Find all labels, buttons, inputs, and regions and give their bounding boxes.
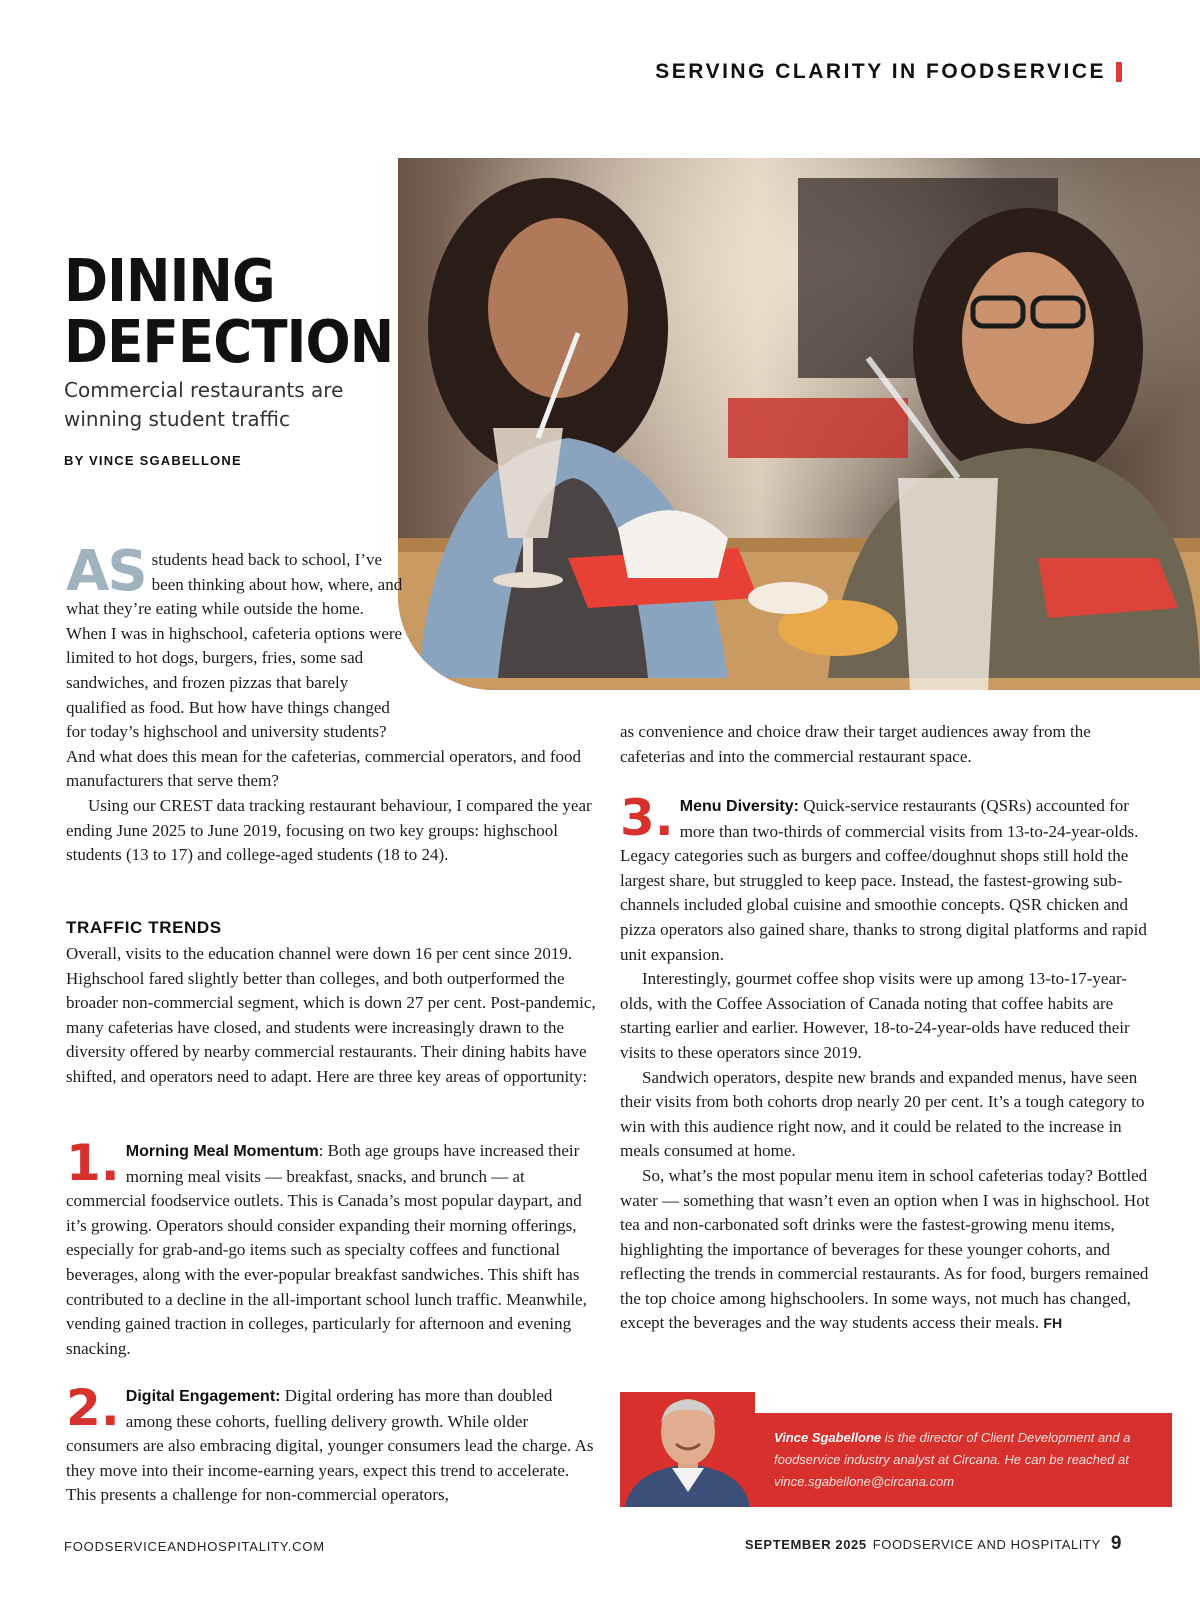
- item-number-3-digit: 3: [620, 789, 655, 847]
- item-number-2: 2.: [66, 1379, 120, 1437]
- author-portrait: [620, 1392, 755, 1507]
- traffic-text: [66, 942, 596, 1090]
- footer-date: SEPTEMBER 2025: [744, 1537, 867, 1552]
- running-head-bar: [1116, 62, 1122, 82]
- photo-wrap-spacer: [406, 548, 596, 724]
- author-name: Vince Sgabellone: [774, 1430, 882, 1445]
- author-bio-box: [620, 1413, 1172, 1507]
- footer-website: FOODSERVICEANDHOSPITALITY.COM: [64, 1539, 325, 1554]
- opportunity-item-1: [66, 1134, 596, 1361]
- author-bio-description: is the director of Client Development and a foodservice industry analyst at Circana. He can be reached at vince.sgabellone@circana.com: [774, 1430, 1131, 1489]
- item-number-1-digit: 1: [66, 1134, 101, 1192]
- headline-line-2: DEFECTION: [64, 307, 394, 376]
- final-paragraph: So, what’s the most popular menu item in school cafeterias today? Bottled water — something that wasn’t even an option when I was in highschool. Hot tea and non-carbonated soft drinks were the fastest-growing menu items, highlighting the importance of beverages for these younger cohorts, and reflecting the trends in commercial restaurants. As for food, burgers remained the top choice among highschoolers. In some ways, not much has changed, except the beverages and the way students access their meals.: [620, 1165, 1150, 1333]
- item-heading-2: Digital Engagement:: [125, 1388, 281, 1405]
- intro-paragraph-1: students head back to school, I’ve been thinking about how, where, and what they’re eating while outside the home. When I was in highschool, cafeteria options were limited to hot dogs, burgers, fries, some sad sandwiches, and frozen pizzas that barely qualified as food. But how have things changed for today’s highschool and university students? And what does this mean for the cafeterias, commercial operators, and food manufacturers that serve them?: [66, 550, 582, 791]
- item-number-1: 1.: [66, 1134, 120, 1192]
- intro-text: [66, 539, 596, 868]
- opportunity-item-2: [66, 1379, 596, 1508]
- dropcap: AS: [66, 539, 146, 604]
- running-head-text: SERVING CLARITY IN FOODSERVICE: [655, 60, 1106, 83]
- column-2-continuation: as convenience and choice draw their target audiences away from the cafeterias and into the commercial restaurant space.: [620, 722, 1091, 766]
- traffic-paragraph: Overall, visits to the education channel were down 16 per cent since 2019. Highschool fared slightly better than colleges, and both outperformed the broader non-commercial segment, which is down 27 per cent. Post-pandemic, many cafeterias have closed, and students were increasingly drawn to the diversity offered by nearby commercial restaurants. Their dining habits have shifted, and operators need to adapt. Here are three key areas of opportunity:: [66, 944, 596, 1086]
- opportunity-item-3: [620, 789, 1150, 1336]
- footer-publication: FOODSERVICE AND HOSPITALITY: [872, 1537, 1101, 1552]
- column-2-paragraph-2: Sandwich operators, despite new brands and expanded menus, have seen their visits from both cohorts drop nearly 20 per cent. It’s a tough category to win with this audience right now, and it could be related to the increase in meals consumed at home.: [620, 1067, 1145, 1161]
- column-2-paragraph-1: Interestingly, gourmet coffee shop visits were up among 13-to-17-year-olds, with the Coffee Association of Canada noting that coffee habits are starting earlier and earlier. However, 18-to-24-year-olds have reduced their visits to these operators since 2019.: [620, 969, 1130, 1062]
- page-number: 9: [1110, 1533, 1122, 1554]
- section-heading-traffic: TRAFFIC TRENDS: [66, 918, 222, 937]
- deck: Commercial restaurants are winning student traffic: [64, 378, 344, 431]
- item-text-1: : Both age groups have increased their morning meal visits — breakfast, snacks, and brunch — at commercial foodservice outlets. This is Canada’s most popular daypart, and it’s growing. Operators should consider expanding their morning offerings, especially for grab-and-go items such as specialty coffees and functional beverages, along with the ever-popular breakfast sandwiches. This shift has contributed to a decline in the all-important school lunch traffic. Meanwhile, vending gained traction in colleges, particularly for afternoon and evening snacking.: [66, 1141, 587, 1358]
- headline-line-1: DINING: [64, 246, 275, 315]
- running-head: [655, 60, 1122, 84]
- author-photo: [620, 1392, 755, 1507]
- author-bio-text: [774, 1427, 1150, 1493]
- item-text-2: Digital ordering has more than doubled among these cohorts, fuelling delivery growth. While older consumers are also embracing digital, younger consumers lead the charge. As they move into their income-earning years, expect this trend to accelerate. This presents a challenge for non-commercial operators,: [66, 1386, 594, 1505]
- item-text-3: Quick-service restaurants (QSRs) accounted for more than two-thirds of commercial visits from 13-to-24-year-olds. Legacy categories such as burgers and coffee/doughnut shops still hold the largest share, but struggled to keep pace. Instead, the fastest-growing sub-channels included global cuisine and smoothie concepts. QSR chicken and pizza operators also gained share, thanks to strong digital platforms and rapid unit expansion.: [620, 796, 1147, 964]
- footer-folio: [745, 1533, 1122, 1555]
- item-heading-1: Morning Meal Momentum: [125, 1143, 319, 1160]
- intro-paragraph-2: Using our CREST data tracking restaurant behaviour, I compared the year ending June 2025 to June 2019, focusing on two key groups: highschool students (13 to 17) and college-aged students (18 to 24).: [66, 795, 592, 865]
- item-number-3: 3.: [620, 789, 674, 847]
- item-number-2-digit: 2: [66, 1379, 101, 1437]
- item-heading-3: Menu Diversity:: [679, 798, 799, 815]
- end-mark: FH: [1043, 1315, 1063, 1332]
- byline: BY VINCE SGABELLONE: [64, 453, 242, 468]
- headline: [64, 246, 394, 376]
